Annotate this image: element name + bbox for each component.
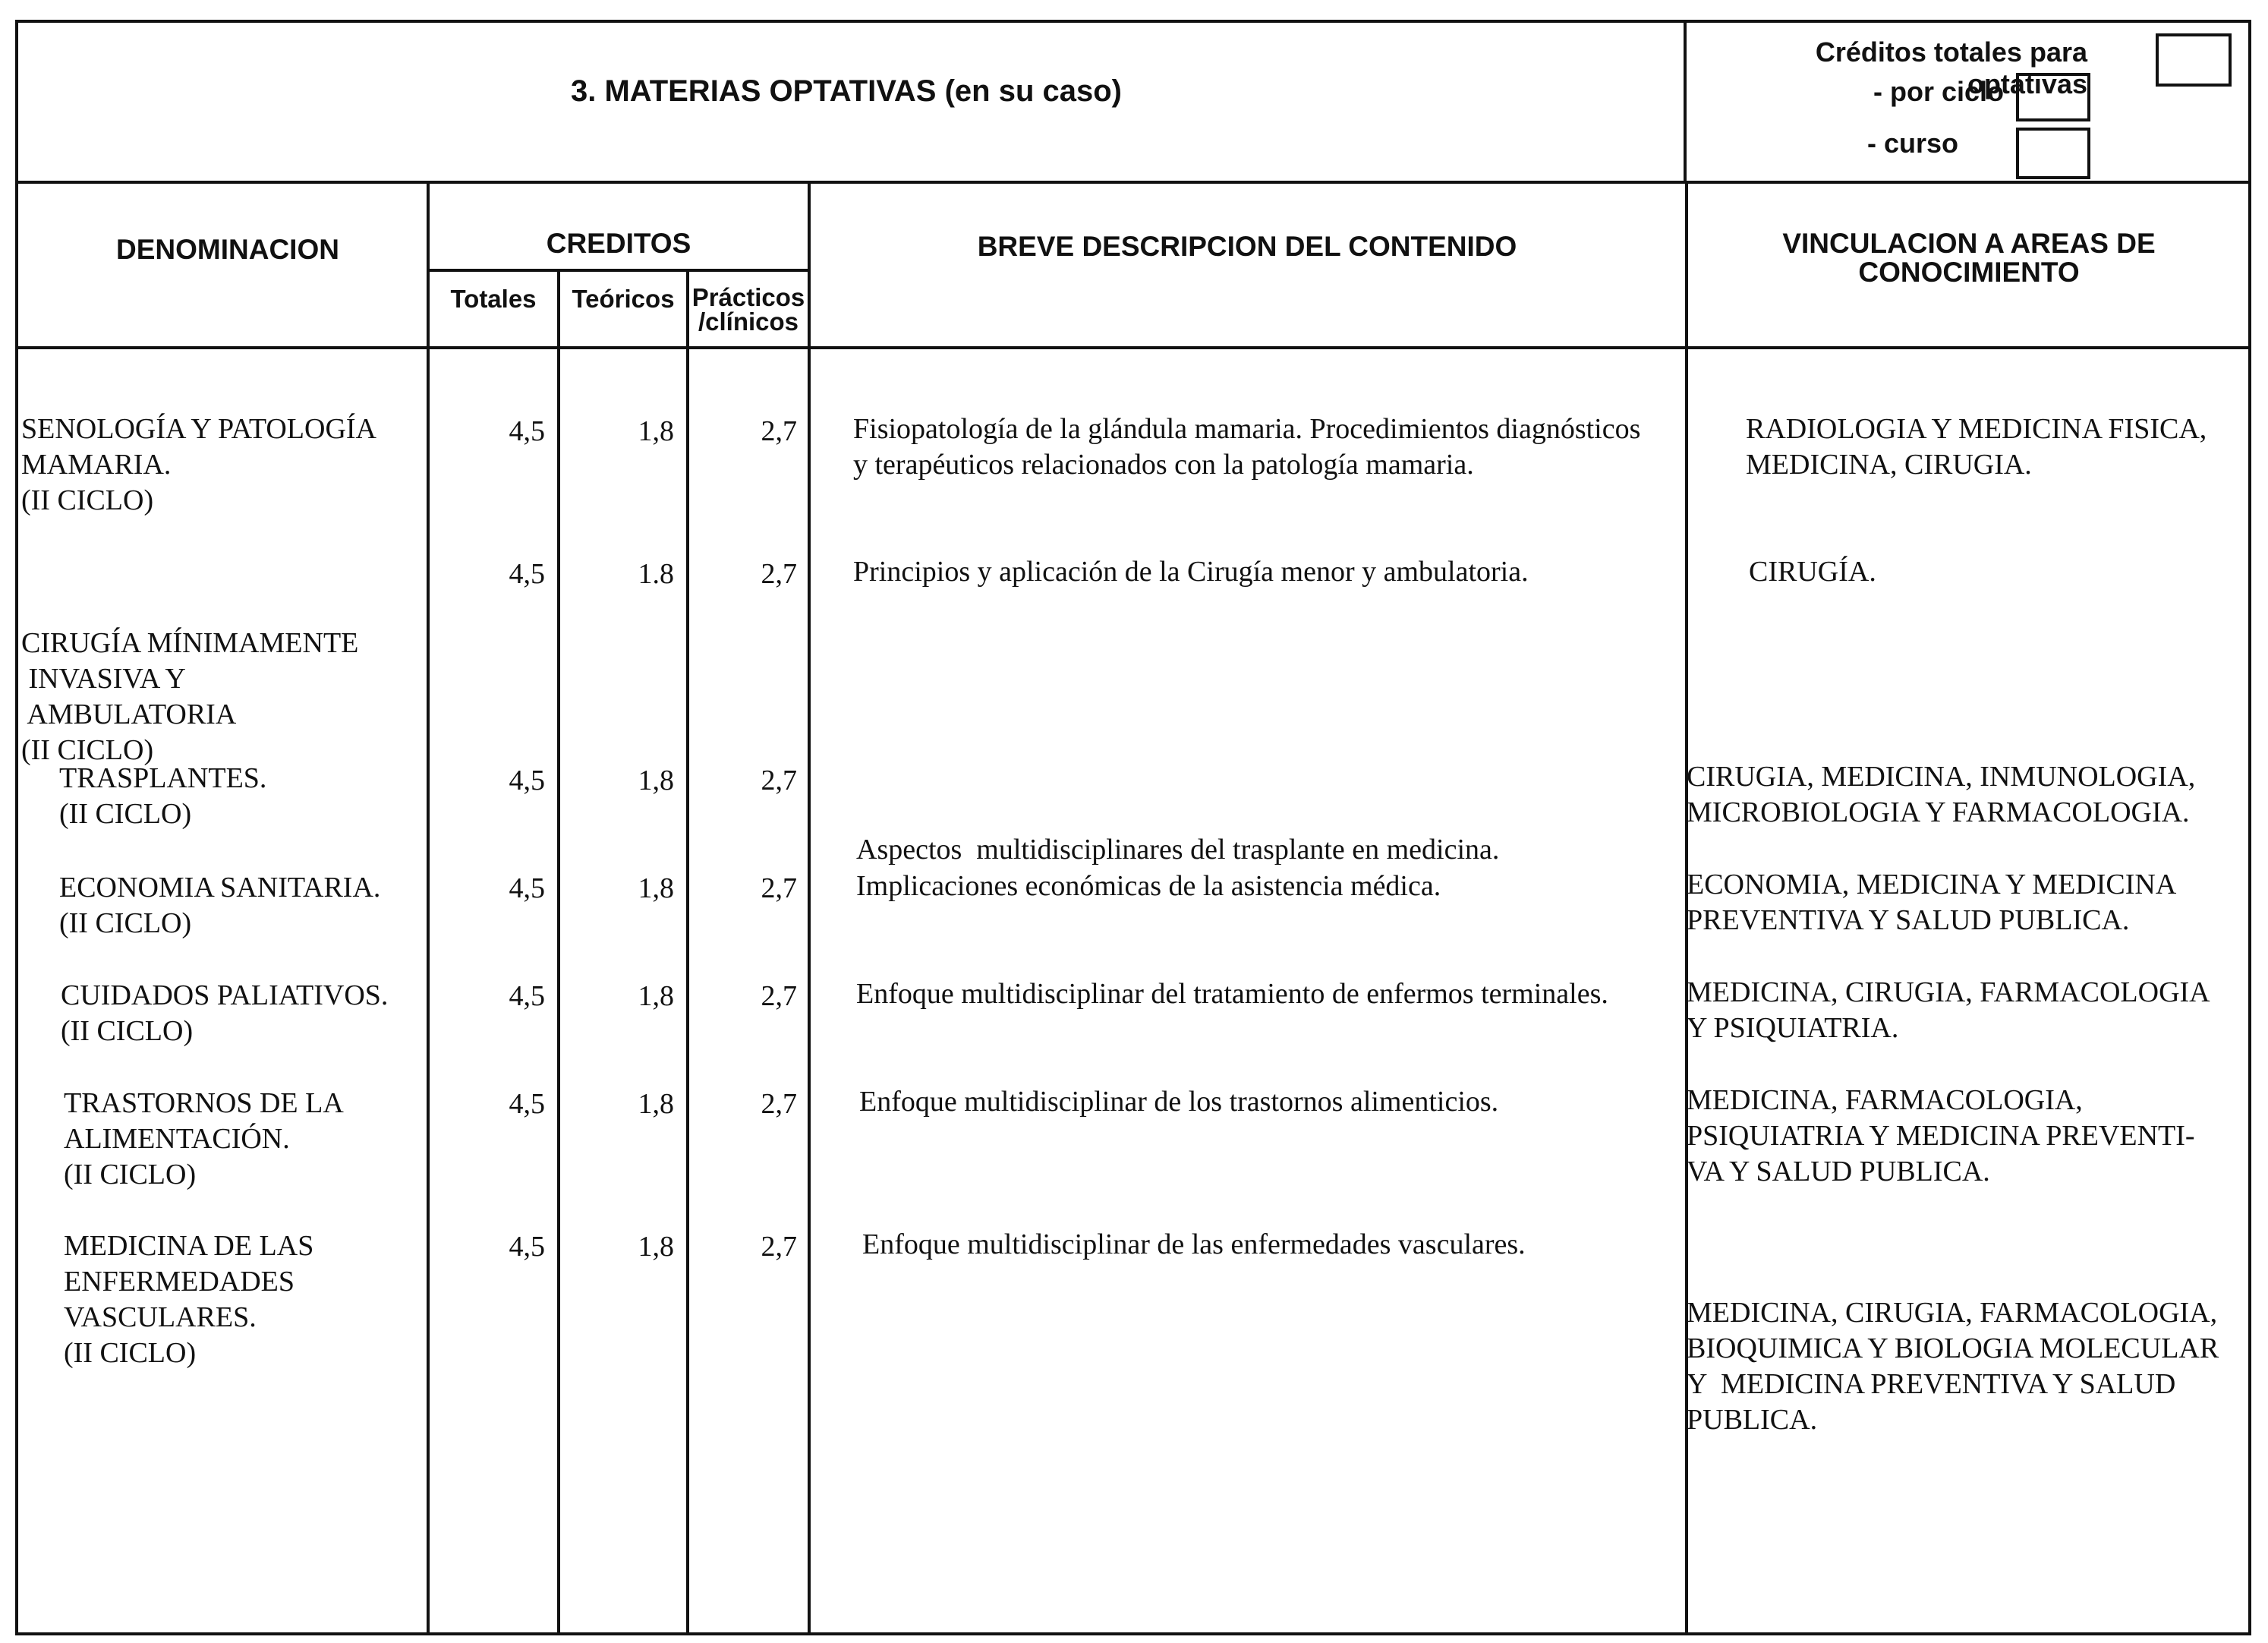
row-2-descripcion: Principios y aplicación de la Cirugía menor y ambulatoria.	[853, 556, 1529, 588]
row-4-teoricos: 1,8	[638, 872, 674, 904]
col-header-vinculacion-line1: VINCULACION A AREAS DE	[1782, 228, 2156, 259]
row-6-vinculacion: MEDICINA, FARMACOLOGIA, PSIQUIATRIA Y MEDICINA PREVENTI- VA Y SALUD PUBLICA.	[1687, 1084, 2195, 1187]
row-3-totales: 4,5	[509, 765, 545, 796]
curso-label: - curso	[1866, 128, 1958, 159]
row-2-denominacion: CIRUGÍA MÍNIMAMENTE INVASIVA Y AMBULATORIA (II CICLO)	[21, 627, 359, 766]
row-6-practicos: 2,7	[761, 1088, 797, 1120]
row-1-teoricos: 1,8	[638, 415, 674, 447]
row-6-teoricos: 1,8	[638, 1088, 674, 1120]
row-3-teoricos: 1,8	[638, 765, 674, 796]
row-3-vinculacion: CIRUGIA, MEDICINA, INMUNOLOGIA, MICROBIOLOGIA Y FARMACOLOGIA.	[1687, 761, 2196, 828]
row-4-denominacion: ECONOMIA SANITARIA. (II CICLO)	[59, 872, 381, 939]
col-header-vinculacion	[1688, 229, 2250, 287]
row-2-vinculacion: CIRUGÍA.	[1749, 556, 1876, 588]
row-2-teoricos: 1.8	[638, 558, 674, 590]
header-divider	[15, 181, 2251, 184]
row-7-practicos: 2,7	[761, 1231, 797, 1263]
row-4-descripcion: Implicaciones económicas de la asistencia médica.	[856, 870, 1441, 902]
row-4-vinculacion: ECONOMIA, MEDICINA Y MEDICINA PREVENTIVA Y SALUD PUBLICA.	[1687, 869, 2177, 936]
column-header-divider	[15, 346, 2251, 349]
row-1-practicos: 2,7	[761, 415, 797, 447]
col-divider-teoricos	[686, 269, 689, 1635]
por-ciclo-box[interactable]	[2016, 73, 2090, 121]
row-3-descripcion: Aspectos multidisciplinares del trasplante en medicina.	[856, 834, 1500, 866]
row-4-totales: 4,5	[509, 872, 545, 904]
row-7-teoricos: 1,8	[638, 1231, 674, 1263]
header-vertical-divider	[1684, 20, 1687, 182]
row-2-totales: 4,5	[509, 558, 545, 590]
col-header-denominacion: DENOMINACION	[116, 234, 339, 265]
row-2-practicos: 2,7	[761, 558, 797, 590]
credits-total-label: Créditos totales para optativas	[1815, 36, 2087, 99]
row-5-practicos: 2,7	[761, 980, 797, 1012]
creditos-subheader-divider	[428, 269, 809, 272]
row-4-practicos: 2,7	[761, 872, 797, 904]
col-header-descripcion: BREVE DESCRIPCION DEL CONTENIDO	[977, 231, 1517, 262]
col-divider-denominacion	[427, 181, 430, 1635]
row-1-totales: 4,5	[509, 415, 545, 447]
row-5-denominacion: CUIDADOS PALIATIVOS. (II CICLO)	[61, 979, 389, 1047]
row-5-vinculacion: MEDICINA, CIRUGIA, FARMACOLOGIA Y PSIQUIATRIA.	[1687, 976, 2210, 1044]
row-7-vinculacion: MEDICINA, CIRUGIA, FARMACOLOGIA, BIOQUIMICA Y BIOLOGIA MOLECULAR Y MEDICINA PREVENTIVA Y SALUD PUBLICA.	[1687, 1297, 2219, 1436]
row-6-descripcion: Enfoque multidisciplinar de los trastornos alimenticios.	[859, 1086, 1499, 1118]
row-3-practicos: 2,7	[761, 765, 797, 796]
col-header-practicos	[688, 285, 809, 334]
row-6-denominacion: TRASTORNOS DE LA ALIMENTACIÓN. (II CICLO)	[64, 1087, 344, 1190]
row-3-denominacion: TRASPLANTES. (II CICLO)	[59, 762, 267, 830]
col-divider-totales	[557, 269, 560, 1635]
por-ciclo-label: - por ciclo	[1873, 76, 2004, 107]
col-header-teoricos: Teóricos	[572, 285, 675, 313]
row-6-totales: 4,5	[509, 1088, 545, 1120]
row-5-teoricos: 1,8	[638, 980, 674, 1012]
credits-total-box[interactable]	[2156, 33, 2232, 87]
row-7-denominacion: MEDICINA DE LAS ENFERMEDADES VASCULARES. (II CICLO)	[64, 1230, 314, 1369]
col-header-creditos: CREDITOS	[546, 228, 691, 259]
page-title: 3. MATERIAS OPTATIVAS (en su caso)	[570, 74, 1122, 108]
row-5-totales: 4,5	[509, 980, 545, 1012]
row-1-denominacion: SENOLOGÍA Y PATOLOGÍA MAMARIA. (II CICLO)	[21, 413, 376, 516]
col-header-practicos-line1: Prácticos	[691, 283, 805, 311]
row-5-descripcion: Enfoque multidisciplinar del tratamiento de enfermos terminales.	[856, 978, 1608, 1010]
row-1-descripcion: Fisiopatología de la glándula mamaria. Procedimientos diagnósticos y terapéuticos relacionados con la patología mamaria.	[853, 413, 1641, 481]
row-7-totales: 4,5	[509, 1231, 545, 1263]
curso-box[interactable]	[2016, 128, 2090, 179]
col-header-totales: Totales	[450, 285, 537, 313]
row-1-vinculacion: RADIOLOGIA Y MEDICINA FISICA, MEDICINA, CIRUGIA.	[1746, 413, 2207, 481]
col-divider-practicos	[808, 181, 811, 1635]
row-7-descripcion: Enfoque multidisciplinar de las enfermedades vasculares.	[862, 1228, 1526, 1260]
col-header-vinculacion-line2: CONOCIMIENTO	[1858, 257, 2080, 288]
col-header-practicos-line2: /clínicos	[698, 307, 799, 336]
